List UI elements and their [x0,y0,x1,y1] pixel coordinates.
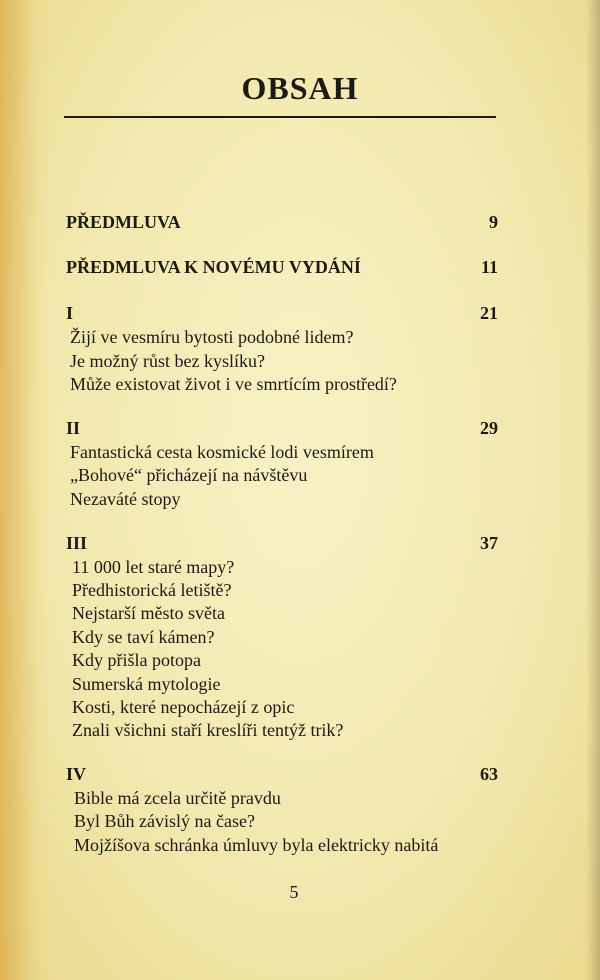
title-rule [64,116,496,118]
toc-item: Mojžíšova schránka úmluvy byla elektricky nabitá [74,835,439,855]
toc-heading: PŘEDMLUVA K NOVÉMU VYDÁNÍ [66,257,361,277]
toc-item: Nezaváté stopy [70,489,181,509]
toc-item: Žijí ve vesmíru bytosti podobné lidem? [70,327,354,347]
toc-heading: PŘEDMLUVA [66,212,181,232]
toc-item: Sumerská mytologie [72,674,221,694]
toc-page-number: 11 [480,257,498,277]
toc-heading: I [66,303,74,323]
toc-page-number: 9 [489,212,498,232]
toc-item: Je možný růst bez kyslíku? [70,351,265,371]
toc-item: Může existovat život i ve smrtícím prostředí? [70,374,397,394]
toc-item: Kdy přišla potopa [72,650,201,670]
toc-page-number: 29 [480,418,498,438]
toc-entry-predmluva [66,212,498,236]
toc-entry-chapter-4 [66,764,498,788]
toc-heading: IV [66,764,87,784]
toc-item: Předhistorická letiště? [72,580,232,600]
toc-heading: III [66,533,88,553]
toc-item: Kosti, které nepocházejí z opic [72,697,295,717]
toc-entry-chapter-1 [66,303,498,327]
toc-page-number: 63 [480,764,498,784]
toc-item: „Bohové“ přicházejí na návštěvu [70,465,308,485]
toc-entry-predmluva-nove-vydani [66,257,498,281]
toc-entry-chapter-2 [66,418,498,442]
toc-page-number: 37 [480,533,498,553]
toc-heading: II [66,418,81,438]
page-title: OBSAH [241,70,359,106]
page-number: 5 [289,882,299,902]
toc-item: Znali všichni staří kreslíři tentýž trik? [72,720,344,740]
toc-item: Fantastická cesta kosmické lodi vesmírem [70,442,374,462]
toc-item: Kdy se taví kámen? [72,627,215,647]
toc-item: Bible má zcela určitě pravdu [74,788,281,808]
toc-entry-chapter-3 [66,533,498,557]
toc-item: Byl Bůh závislý na čase? [74,811,255,831]
toc-item: Nejstarší město světa [72,603,225,623]
toc-page-number: 21 [480,303,498,323]
toc-item: 11 000 let staré mapy? [72,557,235,577]
